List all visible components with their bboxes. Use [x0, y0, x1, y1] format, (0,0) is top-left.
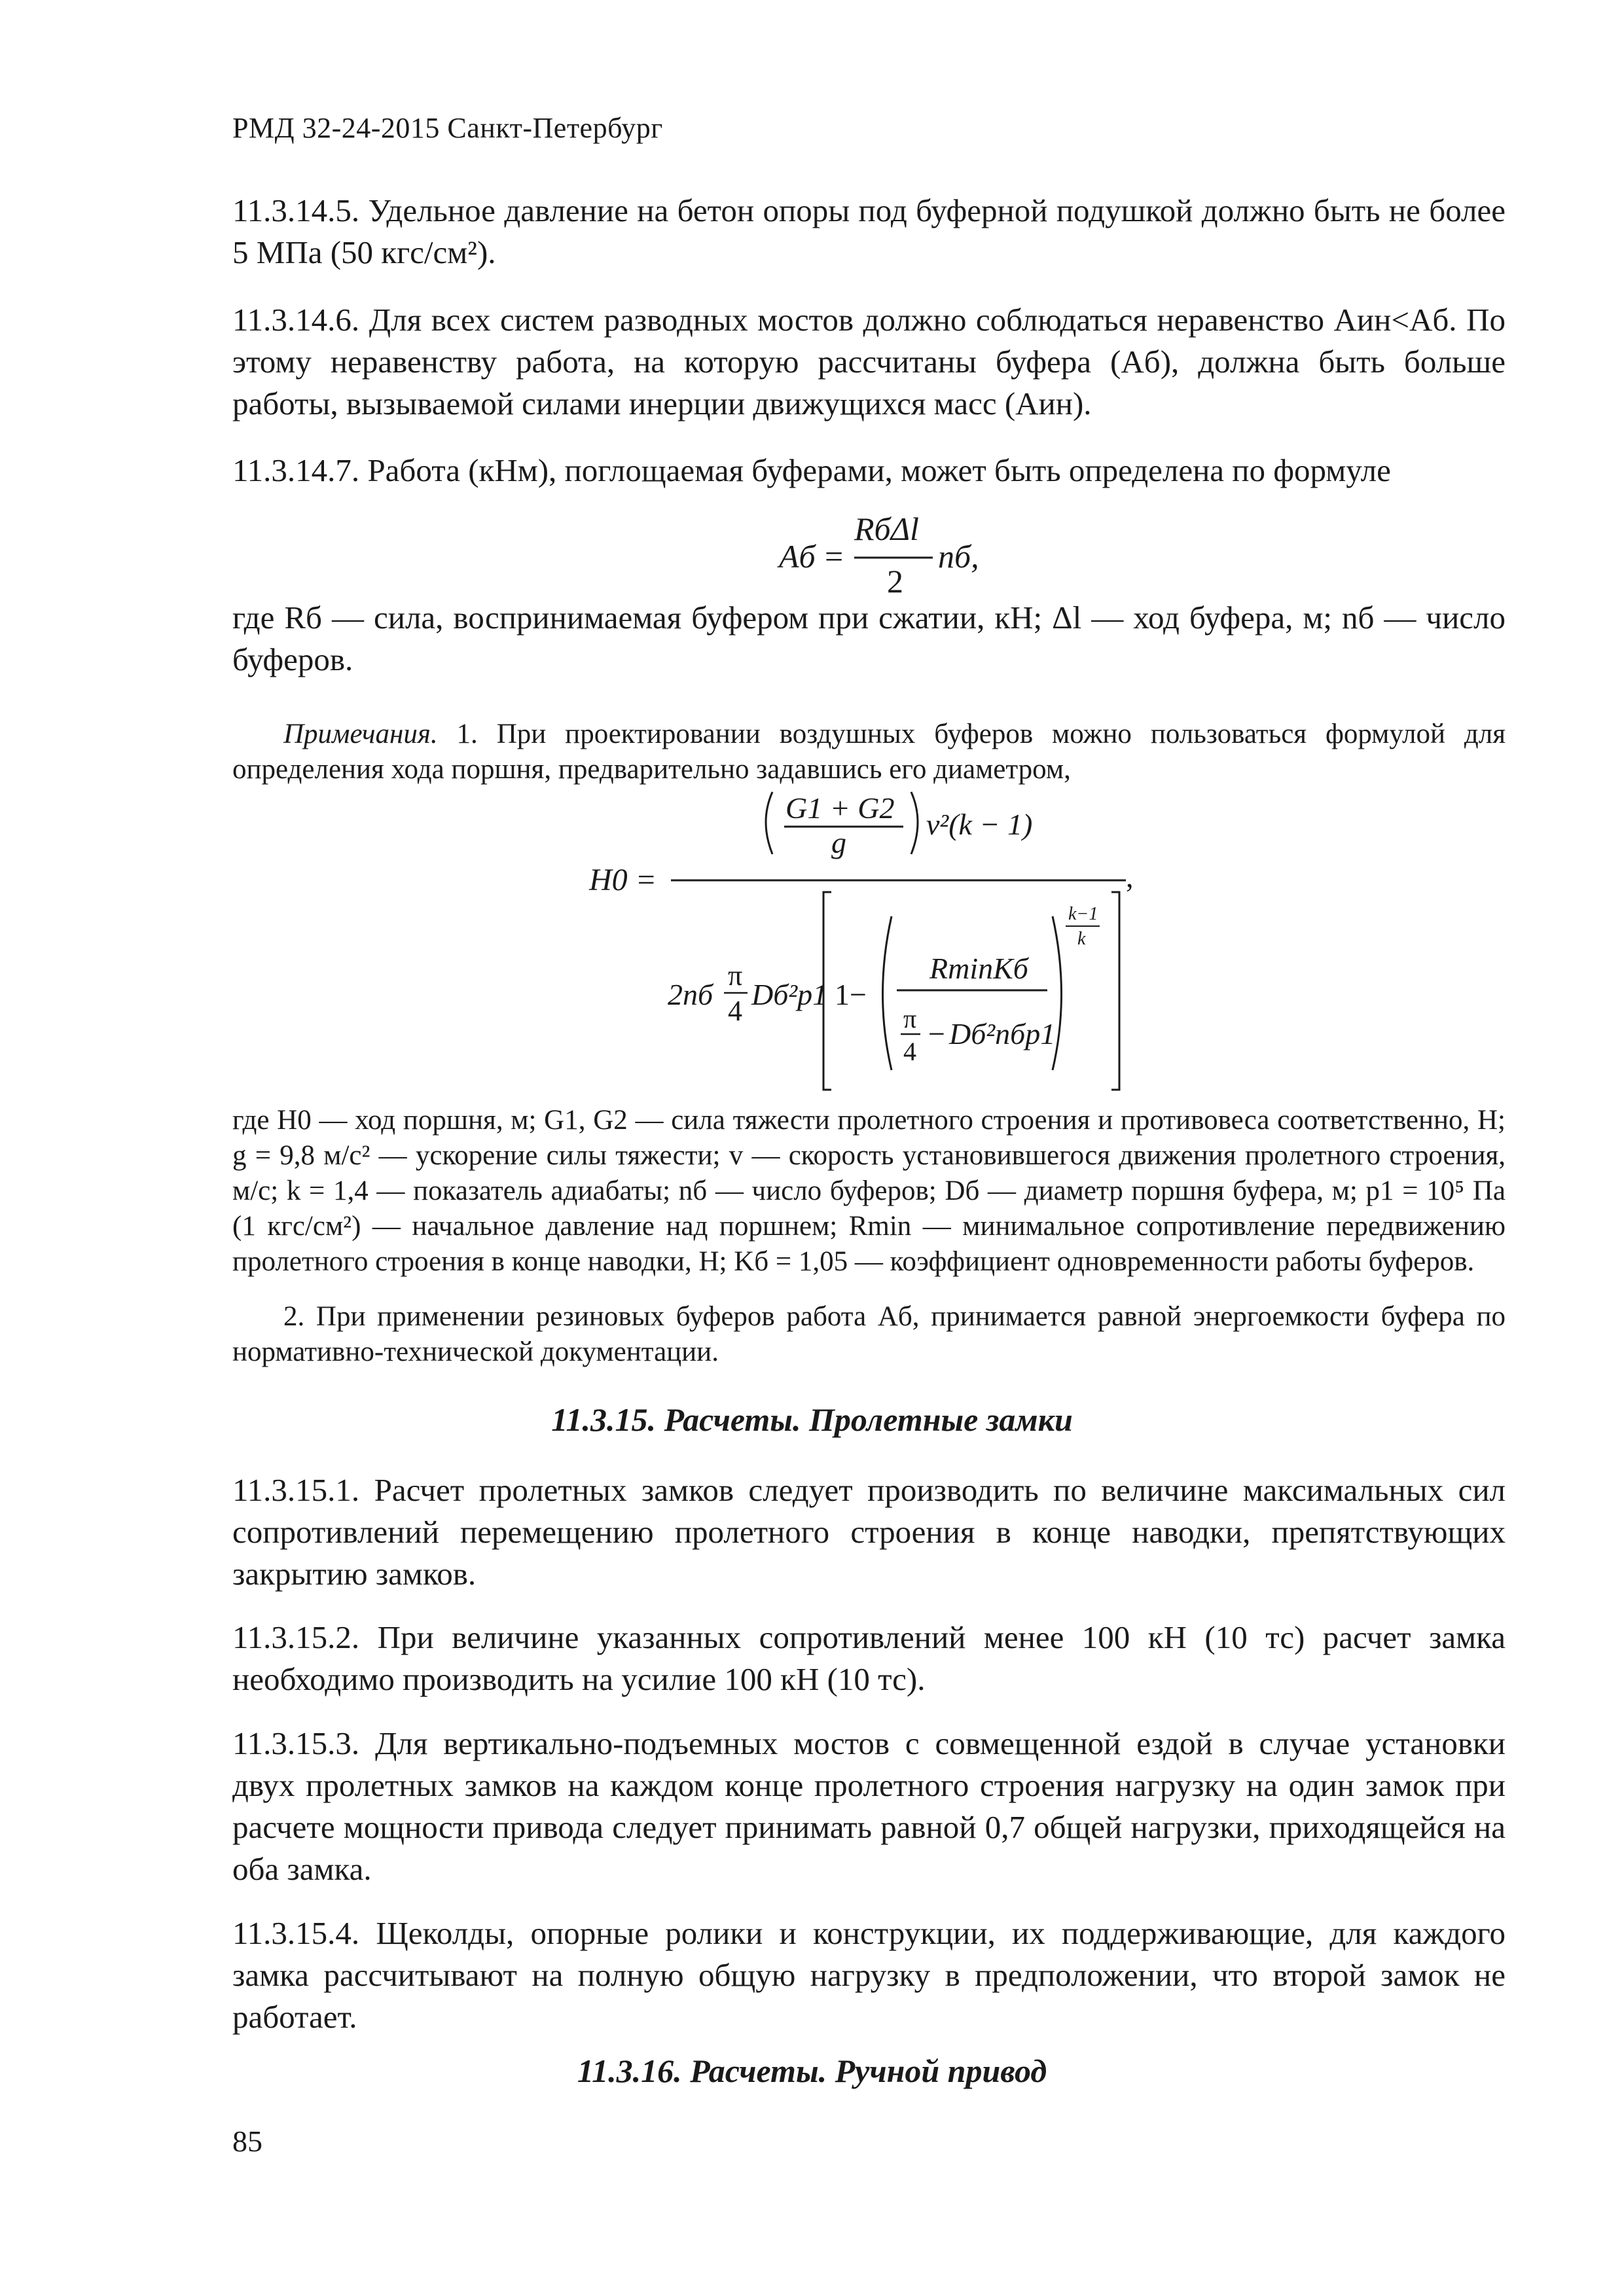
note-label: Примечания.	[283, 719, 438, 749]
formula2-lhs: H0 =	[589, 863, 657, 897]
note-2: 2. При применении резиновых буферов работа Aб, принимается равной энергоемкости буфера по нормативно-технической документации.	[232, 1301, 1506, 1367]
formula-buffer-work	[753, 504, 1119, 609]
note-1	[232, 717, 1506, 787]
running-header: РМД 32-24-2015 Санкт-Петербург	[232, 112, 663, 144]
paragraph-11-3-14-6: 11.3.14.6. Для всех систем разводных мостов должно соблюдаться неравенство Aин<Aб. По этому неравенству работа, на которую рассчитаны буфера (Aб), должна быть больше работы, вызываемой силами инерции движущихся масс (Aин).	[232, 302, 1506, 422]
formula2-exponent-numerator: k−1	[1068, 904, 1098, 924]
paragraph-formula1-legend: где Rб — сила, воспринимаемая буфером при сжатии, кН; Δl — ход буфера, м; nб — число буферов.	[232, 600, 1506, 677]
formula1-lhs: Aб	[779, 538, 816, 575]
paragraph-11-3-15-3: 11.3.15.3. Для вертикально-подъемных мостов с совмещенной ездой в случае установки двух пролетных замков на каждом конце пролетного строения нагрузку на один замок при расчете мощности привода следует принимать равной 0,7 общей нагрузки, приходящейся на оба замка.	[232, 1725, 1506, 1887]
formula1-equals: =	[825, 538, 844, 575]
paragraph-11-3-15-2: 11.3.15.2. При величине указанных сопротивлений менее 100 кН (10 тс) расчет замка необходимо производить на усилие 100 кН (10 тс).	[232, 1619, 1506, 1697]
formula2-inner-pi: π	[903, 1004, 917, 1033]
section-heading-11-3-15: 11.3.15. Расчеты. Пролетные замки	[551, 1401, 1073, 1438]
section-heading-11-3-16: 11.3.16. Расчеты. Ручной привод	[577, 2053, 1047, 2089]
paragraph-11-3-14-7: 11.3.14.7. Работа (кНм), поглощаемая буферами, может быть определена по формуле	[232, 452, 1391, 488]
paragraph-11-3-15-4: 11.3.15.4. Щеколды, опорные ролики и конструкции, их поддерживающие, для каждого замка рассчитывают на полную общую нагрузку в предположении, что второй замок не работает.	[232, 1915, 1506, 2035]
formula2-d-term: Dб²p1	[751, 978, 828, 1011]
formula2-inner-minus: −	[928, 1017, 945, 1050]
formula1-factor: nб,	[938, 538, 979, 575]
formula2-lead: 2nб	[668, 978, 713, 1011]
formula1-denominator: 2	[887, 563, 903, 600]
formula2-exponent-denominator: k	[1077, 929, 1086, 949]
formula2-g-denominator: g	[831, 826, 846, 859]
paragraph-11-3-14-5: 11.3.14.5. Удельное давление на бетон опоры под буферной подушкой должно быть не более 5 МПа (50 кгс/см²).	[232, 192, 1506, 270]
formula2-left-paren	[766, 792, 772, 854]
paragraph-11-3-15-1: 11.3.15.1. Расчет пролетных замков следует производить по величине максимальных сил сопротивлений перемещению пролетного строения в конце наводки, препятствующих закрытию замков.	[232, 1472, 1506, 1592]
formula2-inner-four: 4	[903, 1037, 916, 1066]
formula-piston-stroke	[576, 782, 1165, 1096]
formula2-v-term: v²(k − 1)	[926, 808, 1033, 841]
page-number: 85	[232, 2125, 262, 2158]
note-1-text: 1. При проектировании воздушных буферов можно пользоваться формулой для определения хода поршня, предварительно задавшись его диаметром,	[232, 719, 1506, 785]
paragraph-formula2-legend: где H0 — ход поршня, м; G1, G2 — сила тяжести пролетного строения и противовеса соответственно, Н; g = 9,8 м/с² — ускорение силы тяжести; v — скорость установившегося движения пролетного строения, м/с; k = 1,4 — показатель адиабаты; nб — число буферов; Dб — диаметр поршня буфера, м; p1 = 10⁵ Па (1 кгс/см²) — начальное давление над поршнем; Rmin — минимальное сопротивление передвижению пролетного строения в конце наводки, Н; Kб = 1,05 — коэффициент одновременности работы буферов.	[232, 1105, 1506, 1277]
formula2-comma: ,	[1126, 860, 1134, 893]
formula2-g-numerator: G1 + G2	[785, 791, 895, 825]
formula2-right-paren	[911, 792, 918, 854]
formula2-one-minus: 1−	[835, 978, 867, 1011]
formula2-r-term: RminKб	[929, 952, 1028, 985]
formula2-inner-d-term: Dб²nбp1	[949, 1017, 1056, 1050]
formula2-four: 4	[728, 995, 742, 1027]
formula2-pi: π	[728, 960, 743, 992]
formula1-numerator: RбΔl	[854, 511, 919, 547]
formula2-right-bracket	[1111, 892, 1119, 1090]
formula2-inner-left-paren	[883, 916, 892, 1070]
